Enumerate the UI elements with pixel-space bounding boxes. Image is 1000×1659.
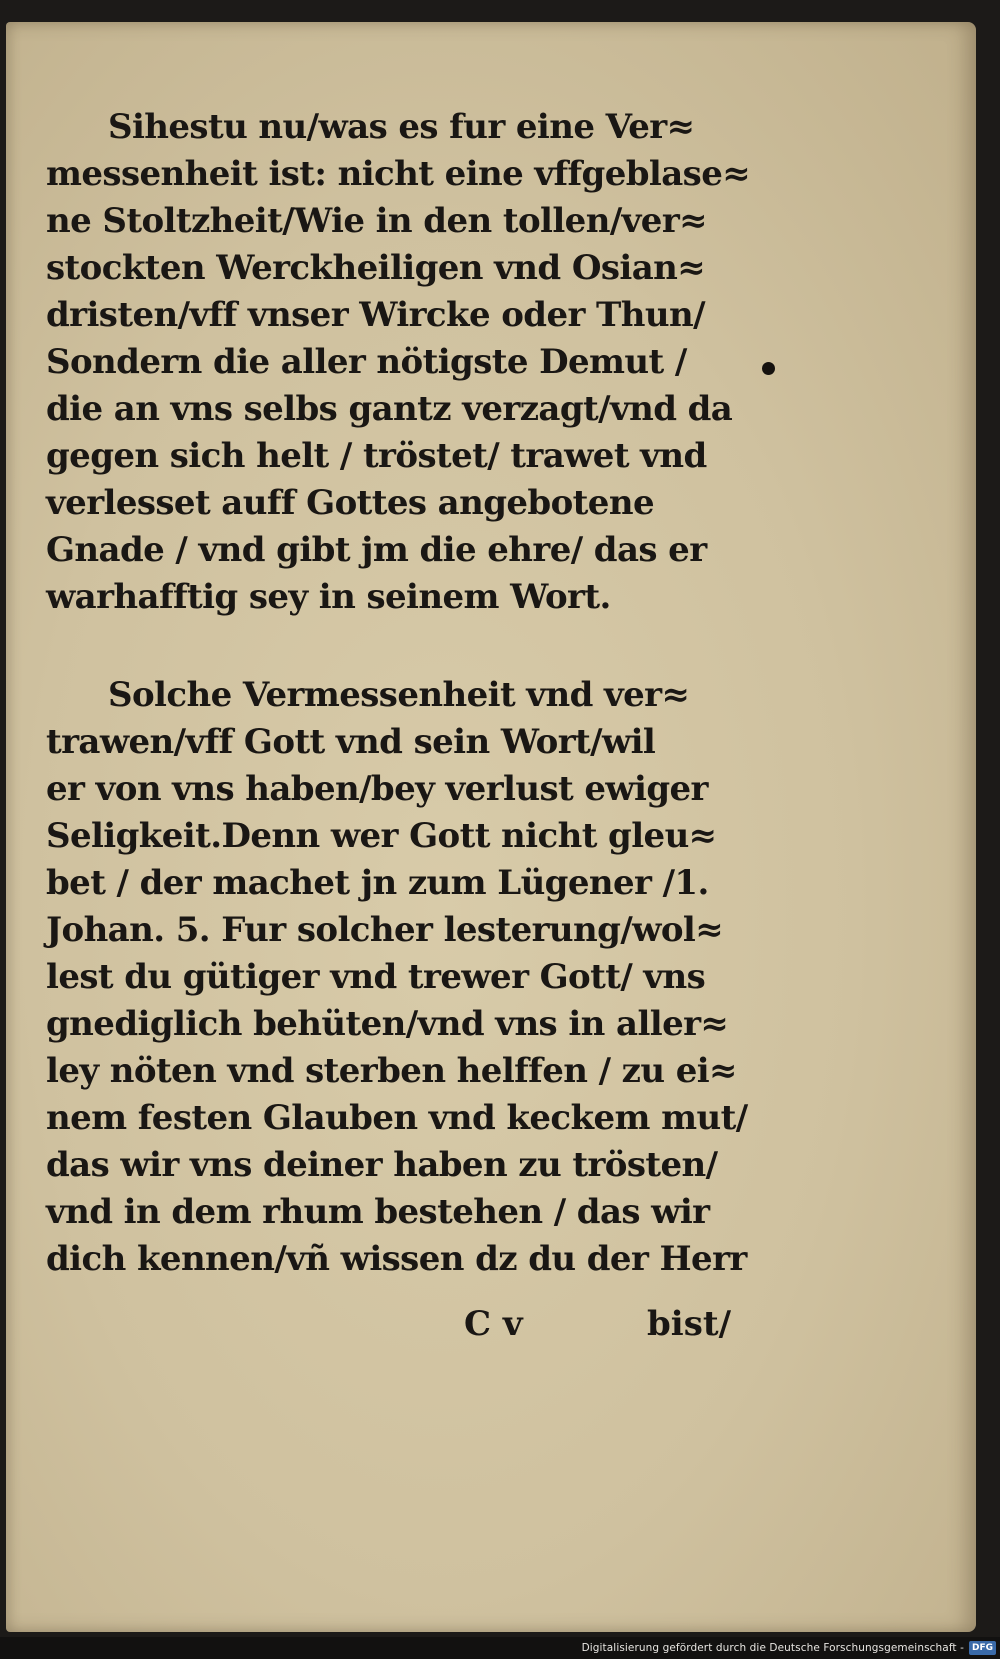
funding-note: Digitalisierung gefördert durch die Deutsche Forschungsgemeinschaft - — [581, 1642, 964, 1654]
paragraph-1 — [46, 104, 751, 621]
text-line: die an vns selbs gantz verzagt/vnd da — [46, 389, 733, 429]
dfg-logo: DFG — [969, 1641, 996, 1655]
text-line: lest du gütiger vnd trewer Gott/ vns — [46, 957, 706, 997]
text-line: das wir vns deiner haben zu trösten/ — [46, 1145, 718, 1185]
text-line: gegen sich helt / tröstet/ trawet vnd — [46, 436, 707, 476]
text-line: trawen/vff Gott vnd sein Wort/wil — [46, 722, 656, 762]
text-line: bet / der machet jn zum Lügener /1. — [46, 863, 709, 903]
text-line: Seligkeit.Denn wer Gott nicht gleu≈ — [46, 816, 717, 856]
text-line: er von vns haben/bey verlust ewiger — [46, 769, 708, 809]
text-line: Sondern die aller nötigste Demut / — [46, 342, 687, 382]
text-line: Gnade / vnd gibt jm die ehre/ das er — [46, 530, 707, 570]
text-line: Solche Vermessenheit vnd ver≈ — [108, 675, 690, 715]
paragraph-2 — [46, 672, 748, 1283]
text-line: ne Stoltzheit/Wie in den tollen/ver≈ — [46, 201, 708, 241]
digitization-footer — [0, 1637, 1000, 1659]
text-line: dich kennen/vñ wissen dz du der Herr — [46, 1239, 747, 1279]
text-line: ley nöten vnd sterben helffen / zu ei≈ — [46, 1051, 737, 1091]
text-line: vnd in dem rhum bestehen / das wir — [46, 1192, 710, 1232]
text-line: stockten Werckheiligen vnd Osian≈ — [46, 248, 706, 288]
text-line: messenheit ist: nicht eine vffgeblase≈ — [46, 154, 751, 194]
book-page — [6, 22, 976, 1632]
text-line: Sihestu nu/was es fur eine Ver≈ — [108, 107, 695, 147]
signature-mark: C v — [464, 1304, 523, 1344]
ink-dot — [762, 362, 775, 375]
text-line: dristen/vff vnser Wircke oder Thun/ — [46, 295, 705, 335]
page-footer-line — [46, 1304, 731, 1351]
text-line: verlesset auff Gottes angebotene — [46, 483, 654, 523]
catchword: bist/ — [647, 1304, 731, 1344]
text-line: warhafftig sey in seinem Wort. — [46, 577, 611, 617]
text-line: gnediglich behüten/vnd vns in aller≈ — [46, 1004, 729, 1044]
text-line: Johan. 5. Fur solcher lesterung/wol≈ — [46, 910, 724, 950]
text-line: nem festen Glauben vnd keckem mut/ — [46, 1098, 748, 1138]
